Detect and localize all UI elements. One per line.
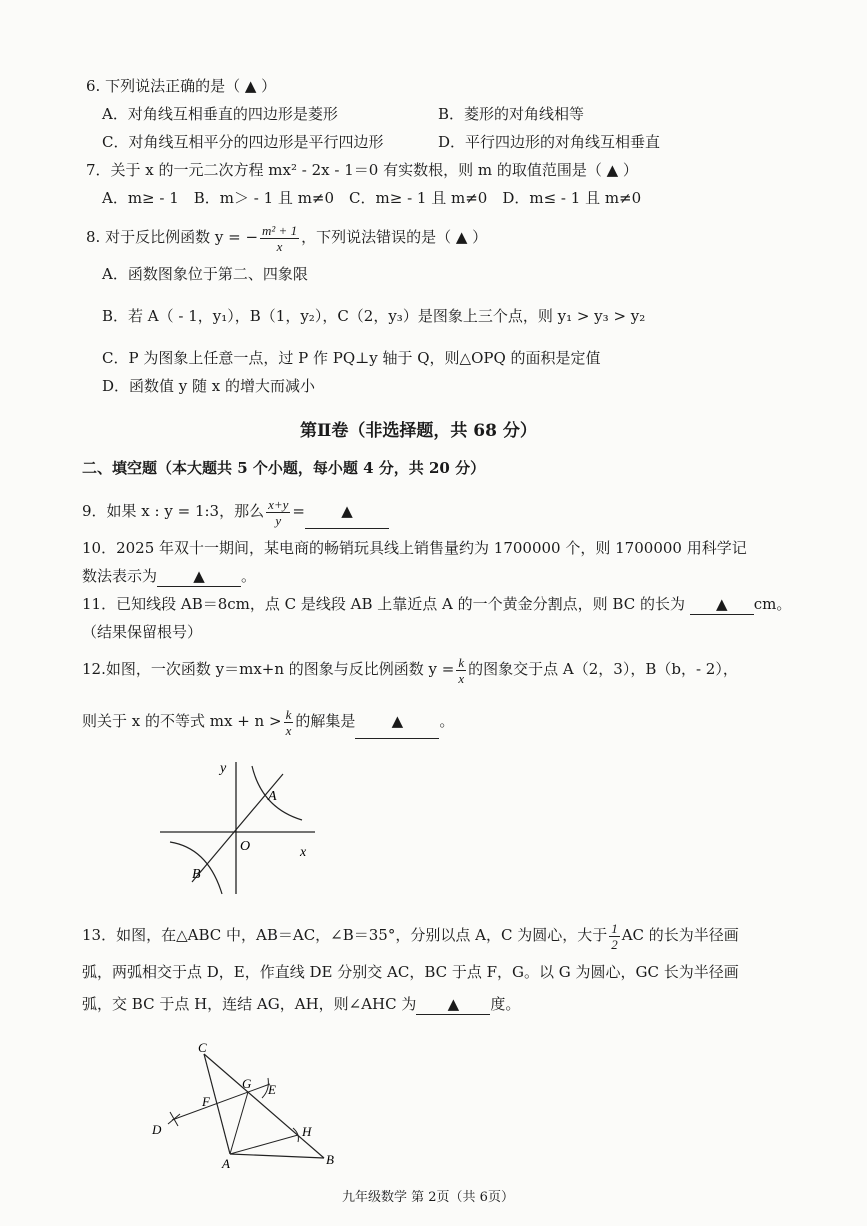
q10-line1: 10．2025 年双十一期间，某电商的畅销玩具线上销售量约为 1700000 个，则 1700000 用科学记 [82, 539, 747, 557]
origin-label: O [240, 839, 251, 854]
arc-d-mark [168, 1112, 180, 1126]
q12-figure [150, 756, 320, 896]
q12-fraction-2: $\frac{k}{x}$ [285, 706, 292, 738]
q9-answer-blank[interactable]: ▲ [305, 494, 389, 529]
point-b-label: B [326, 1152, 334, 1167]
q9: 9．如果 x : y = 1:3，那么 $\frac{x+y}{y}$ = ▲ [82, 494, 389, 529]
q10-answer-blank[interactable]: ▲ [157, 566, 241, 587]
segment-ab [230, 1154, 324, 1158]
q11-answer-blank[interactable]: ▲ [690, 594, 754, 615]
perpendicular-bisector-de [172, 1084, 270, 1120]
q12-fraction-1: $\frac{k}{x}$ [458, 654, 465, 686]
q13-answer-blank[interactable]: ▲ [416, 994, 490, 1015]
point-e-label: E [268, 1082, 276, 1097]
point-c-label: C [198, 1040, 207, 1055]
point-f-label: F [202, 1094, 210, 1109]
point-b-label: B [192, 867, 201, 882]
q8-stem: 8. 对于反比例函数 y = − $\frac{\text{m² + 1}}{x}$ ，下列说法错误的是（ ▲ ） [86, 222, 488, 254]
q7-options: A．m≥ - 1 B．m＞ - 1 且 m≠0 C．m≥ - 1 且 m≠0 D．m≤ - 1 且 m≠0 [102, 189, 642, 207]
point-a-label: A [268, 789, 277, 804]
point-h-label: H [302, 1124, 312, 1139]
q8-option-c: C．P 为图象上任意一点，过 P 作 PQ⊥y 轴于 Q，则△OPQ 的面积是定值 [102, 349, 601, 367]
q13-line1: 13．如图，在△ABC 中，AB＝AC，∠B＝35°，分别以点 A，C 为圆心，大于 $\frac{1}{2}$ AC 的长为半径画 [82, 920, 739, 952]
q12-answer-blank[interactable]: ▲ [355, 704, 439, 739]
hyperbola-branch-1 [252, 766, 302, 820]
point-a-label: A [222, 1156, 230, 1170]
page-footer: 九年级数学 第 2页（共 6页） [342, 1190, 514, 1205]
q8-option-d: D．函数值 y 随 x 的增大而减小 [102, 377, 316, 395]
segment-ag [230, 1092, 248, 1154]
point-d-label: D [152, 1122, 162, 1137]
q8-option-a: A．函数图象位于第二、四象限 [102, 265, 308, 283]
q11-line2: （结果保留根号） [82, 623, 203, 641]
part2-title: 第Ⅱ卷（非选择题，共 68 分） [300, 421, 537, 441]
q8-fraction: $\frac{\text{m² + 1}}{x}$ [262, 222, 298, 254]
q7-stem: 7．关于 x 的一元二次方程 mx² - 2x - 1＝0 有实数根，则 m 的取值范围是（ ▲ ） [86, 161, 638, 179]
q10-line2: 数法表示为 ▲ 。 [82, 567, 257, 585]
q6-option-a: A．对角线互相垂直的四边形是菱形 [102, 105, 338, 123]
q6-option-b: B．菱形的对角线相等 [438, 105, 585, 123]
q12-line1: 12.如图，一次函数 y＝mx+n 的图象与反比例函数 y = $\frac{k}{x}$ 的图象交于点 A（2，3），B（b，- 2）， [82, 654, 738, 686]
y-axis-label: y [220, 761, 227, 776]
q13-figure [148, 1040, 348, 1170]
q11-line1: 11．已知线段 AB＝8cm，点 C 是线段 AB 上靠近点 A 的一个黄金分割点，则 BC 的长为 ▲ cm。 [82, 595, 792, 613]
q9-fraction: $\frac{x+y}{y}$ [268, 496, 289, 528]
section2-header: 二、填空题（本大题共 5 个小题，每小题 4 分，共 20 分） [82, 459, 486, 477]
x-axis-label: x [300, 845, 307, 860]
point-g-label: G [242, 1076, 252, 1091]
q8-option-b: B．若 A（ - 1，y₁），B（1，y₂），C（2，y₃）是图象上三个点，则 y₁ > y₃ > y₂ [102, 307, 646, 325]
q13-fraction: $\frac{1}{2}$ [611, 920, 618, 952]
q6-option-d: D．平行四边形的对角线互相垂直 [438, 133, 661, 151]
q6-stem: 6. 下列说法正确的是（ ▲ ） [86, 77, 277, 95]
q13-line2: 弧，两弧相交于点 D，E，作直线 DE 分别交 AC，BC 于点 F，G。以 G 为圆心，GC 长为半径画 [82, 963, 739, 981]
segment-cb [204, 1054, 324, 1158]
q13-line3: 弧，交 BC 于点 H，连结 AG，AH，则∠AHC 为 ▲ 度。 [82, 995, 521, 1013]
q6-option-c: C．对角线互相平分的四边形是平行四边形 [102, 133, 384, 151]
q12-line2: 则关于 x 的不等式 mx + n > $\frac{k}{x}$ 的解集是 ▲ 。 [82, 704, 454, 739]
segment-ah [230, 1135, 298, 1154]
arc-h-mark [293, 1128, 298, 1142]
